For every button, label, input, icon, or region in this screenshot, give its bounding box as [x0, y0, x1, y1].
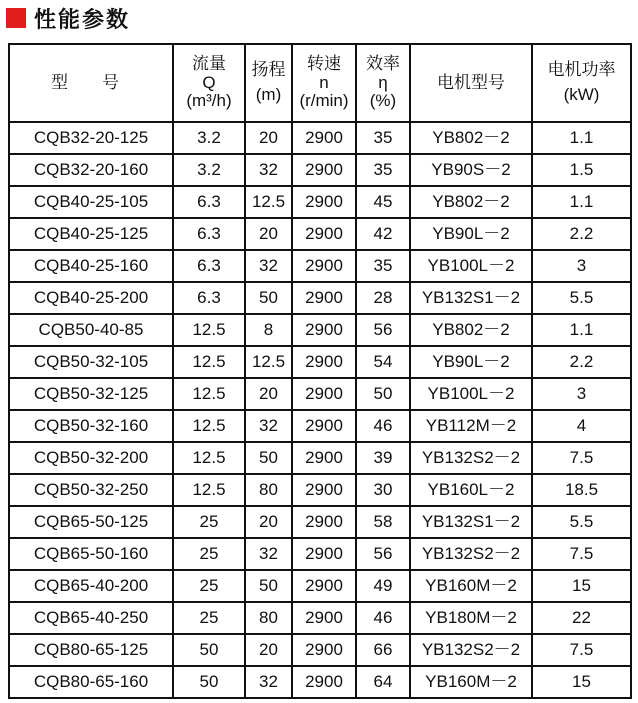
cell-efficiency: 64 — [356, 666, 410, 698]
cell-flow: 12.5 — [173, 314, 245, 346]
performance-table — [8, 43, 632, 699]
header-speed — [292, 44, 356, 122]
cell-motor-power: 18.5 — [532, 474, 631, 506]
cell-motor-model: YB132S2－2 — [410, 634, 532, 666]
cell-motor-model: YB160M－2 — [410, 666, 532, 698]
cell-flow: 6.3 — [173, 282, 245, 314]
cell-efficiency: 39 — [356, 442, 410, 474]
header-speed-label: 转速 — [307, 54, 341, 75]
cell-efficiency: 35 — [356, 250, 410, 282]
cell-speed: 2900 — [292, 538, 356, 570]
cell-head: 32 — [245, 410, 292, 442]
cell-speed: 2900 — [292, 122, 356, 154]
cell-motor-model: YB112M－2 — [410, 410, 532, 442]
header-model — [9, 44, 173, 122]
cell-motor-power: 15 — [532, 666, 631, 698]
section-title — [6, 0, 130, 36]
cell-speed: 2900 — [292, 410, 356, 442]
cell-speed: 2900 — [292, 282, 356, 314]
cell-efficiency: 66 — [356, 634, 410, 666]
cell-speed: 2900 — [292, 218, 356, 250]
cell-model: CQB65-40-250 — [9, 602, 173, 634]
header-flow-unit: (m³/h) — [186, 90, 232, 110]
cell-motor-power: 3 — [532, 250, 631, 282]
cell-head: 50 — [245, 282, 292, 314]
table-row — [9, 666, 631, 698]
table-row — [9, 218, 631, 250]
header-motor-power — [532, 44, 631, 122]
cell-motor-model: YB802－2 — [410, 122, 532, 154]
header-head — [245, 44, 292, 122]
cell-head: 20 — [245, 122, 292, 154]
cell-flow: 12.5 — [173, 442, 245, 474]
header-flow — [173, 44, 245, 122]
cell-motor-model: YB180M－2 — [410, 602, 532, 634]
header-head-label: 扬程 — [251, 60, 286, 81]
cell-model: CQB50-32-250 — [9, 474, 173, 506]
header-motor-power-unit: (kW) — [563, 85, 600, 104]
cell-flow: 3.2 — [173, 154, 245, 186]
header-efficiency-label: 效率 — [366, 54, 400, 75]
cell-motor-power: 22 — [532, 602, 631, 634]
cell-model: CQB65-50-160 — [9, 538, 173, 570]
cell-motor-model: YB90L－2 — [410, 218, 532, 250]
table-row — [9, 154, 631, 186]
cell-head: 12.5 — [245, 186, 292, 218]
header-model-label: 型号 — [51, 72, 153, 93]
cell-efficiency: 35 — [356, 122, 410, 154]
cell-efficiency: 54 — [356, 346, 410, 378]
table-row — [9, 250, 631, 282]
cell-model: CQB32-20-160 — [9, 154, 173, 186]
cell-flow: 12.5 — [173, 474, 245, 506]
cell-motor-power: 1.1 — [532, 186, 631, 218]
cell-speed: 2900 — [292, 570, 356, 602]
cell-motor-model: YB132S1－2 — [410, 506, 532, 538]
cell-flow: 12.5 — [173, 378, 245, 410]
cell-model: CQB40-25-200 — [9, 282, 173, 314]
cell-speed: 2900 — [292, 442, 356, 474]
cell-flow: 50 — [173, 666, 245, 698]
header-motor-model — [410, 44, 532, 122]
cell-head: 20 — [245, 378, 292, 410]
header-flow-label: 流量 — [192, 54, 226, 75]
cell-head: 80 — [245, 602, 292, 634]
cell-head: 32 — [245, 154, 292, 186]
cell-motor-model: YB160M－2 — [410, 570, 532, 602]
table-header-row — [9, 44, 631, 122]
cell-motor-model: YB90S－2 — [410, 154, 532, 186]
cell-flow: 25 — [173, 570, 245, 602]
cell-motor-model: YB160L－2 — [410, 474, 532, 506]
cell-head: 50 — [245, 570, 292, 602]
cell-efficiency: 28 — [356, 282, 410, 314]
section-title-text: 性能参数 — [34, 7, 131, 33]
header-motor-model-label: 电机型号 — [437, 72, 505, 93]
cell-motor-power: 7.5 — [532, 538, 631, 570]
cell-model: CQB65-50-125 — [9, 506, 173, 538]
cell-flow: 12.5 — [173, 346, 245, 378]
header-motor-power-label: 电机功率 — [547, 60, 616, 81]
cell-motor-power: 15 — [532, 570, 631, 602]
cell-flow: 6.3 — [173, 186, 245, 218]
cell-head: 12.5 — [245, 346, 292, 378]
cell-head: 20 — [245, 506, 292, 538]
header-head-unit: (m) — [255, 85, 282, 104]
cell-flow: 6.3 — [173, 250, 245, 282]
cell-motor-power: 5.5 — [532, 282, 631, 314]
cell-flow: 3.2 — [173, 122, 245, 154]
cell-motor-model: YB802－2 — [410, 314, 532, 346]
cell-motor-power: 7.5 — [532, 442, 631, 474]
cell-motor-power: 2.2 — [532, 346, 631, 378]
cell-head: 8 — [245, 314, 292, 346]
cell-model: CQB40-25-160 — [9, 250, 173, 282]
cell-speed: 2900 — [292, 154, 356, 186]
header-speed-symbol: n — [319, 73, 329, 93]
cell-head: 32 — [245, 666, 292, 698]
table-row — [9, 122, 631, 154]
table-row — [9, 378, 631, 410]
cell-motor-power: 2.2 — [532, 218, 631, 250]
cell-motor-power: 7.5 — [532, 634, 631, 666]
cell-efficiency: 56 — [356, 314, 410, 346]
table-row — [9, 538, 631, 570]
cell-efficiency: 58 — [356, 506, 410, 538]
cell-flow: 6.3 — [173, 218, 245, 250]
cell-motor-model: YB132S2－2 — [410, 538, 532, 570]
table-row — [9, 186, 631, 218]
cell-model: CQB50-32-125 — [9, 378, 173, 410]
header-efficiency-symbol: η — [378, 73, 388, 93]
cell-model: CQB80-65-125 — [9, 634, 173, 666]
cell-head: 20 — [245, 634, 292, 666]
cell-flow: 50 — [173, 634, 245, 666]
table-row — [9, 602, 631, 634]
cell-flow: 12.5 — [173, 410, 245, 442]
cell-efficiency: 50 — [356, 378, 410, 410]
cell-motor-power: 1.1 — [532, 314, 631, 346]
cell-model: CQB40-25-105 — [9, 186, 173, 218]
cell-motor-model: YB132S2－2 — [410, 442, 532, 474]
cell-motor-power: 4 — [532, 410, 631, 442]
cell-model: CQB65-40-200 — [9, 570, 173, 602]
cell-efficiency: 46 — [356, 410, 410, 442]
cell-efficiency: 30 — [356, 474, 410, 506]
cell-speed: 2900 — [292, 666, 356, 698]
header-speed-unit: (r/min) — [299, 90, 349, 110]
table-row — [9, 282, 631, 314]
cell-speed: 2900 — [292, 250, 356, 282]
cell-motor-power: 1.5 — [532, 154, 631, 186]
red-square-marker — [6, 8, 26, 28]
cell-model: CQB50-32-160 — [9, 410, 173, 442]
table-row — [9, 634, 631, 666]
cell-speed: 2900 — [292, 314, 356, 346]
table-row — [9, 314, 631, 346]
cell-efficiency: 46 — [356, 602, 410, 634]
cell-model: CQB40-25-125 — [9, 218, 173, 250]
header-efficiency — [356, 44, 410, 122]
cell-efficiency: 49 — [356, 570, 410, 602]
cell-efficiency: 45 — [356, 186, 410, 218]
cell-flow: 25 — [173, 538, 245, 570]
cell-speed: 2900 — [292, 346, 356, 378]
cell-speed: 2900 — [292, 378, 356, 410]
cell-model: CQB50-32-200 — [9, 442, 173, 474]
cell-motor-power: 3 — [532, 378, 631, 410]
cell-head: 80 — [245, 474, 292, 506]
cell-head: 32 — [245, 250, 292, 282]
cell-motor-model: YB132S1－2 — [410, 282, 532, 314]
cell-model: CQB80-65-160 — [9, 666, 173, 698]
cell-motor-power: 1.1 — [532, 122, 631, 154]
cell-speed: 2900 — [292, 506, 356, 538]
cell-motor-model: YB90L－2 — [410, 346, 532, 378]
table-row — [9, 570, 631, 602]
table-row — [9, 474, 631, 506]
cell-efficiency: 56 — [356, 538, 410, 570]
header-flow-symbol: Q — [202, 73, 216, 93]
cell-efficiency: 35 — [356, 154, 410, 186]
cell-motor-model: YB100L－2 — [410, 378, 532, 410]
table-row — [9, 442, 631, 474]
table-row — [9, 346, 631, 378]
cell-flow: 25 — [173, 602, 245, 634]
cell-model: CQB50-40-85 — [9, 314, 173, 346]
cell-motor-power: 5.5 — [532, 506, 631, 538]
cell-motor-model: YB100L－2 — [410, 250, 532, 282]
cell-model: CQB50-32-105 — [9, 346, 173, 378]
cell-head: 20 — [245, 218, 292, 250]
cell-efficiency: 42 — [356, 218, 410, 250]
cell-head: 50 — [245, 442, 292, 474]
cell-speed: 2900 — [292, 186, 356, 218]
cell-speed: 2900 — [292, 634, 356, 666]
cell-speed: 2900 — [292, 474, 356, 506]
cell-speed: 2900 — [292, 602, 356, 634]
cell-model: CQB32-20-125 — [9, 122, 173, 154]
cell-motor-model: YB802－2 — [410, 186, 532, 218]
table-row — [9, 506, 631, 538]
table-body — [9, 122, 631, 698]
cell-flow: 25 — [173, 506, 245, 538]
header-efficiency-unit: (%) — [369, 90, 397, 110]
cell-head: 32 — [245, 538, 292, 570]
table-row — [9, 410, 631, 442]
